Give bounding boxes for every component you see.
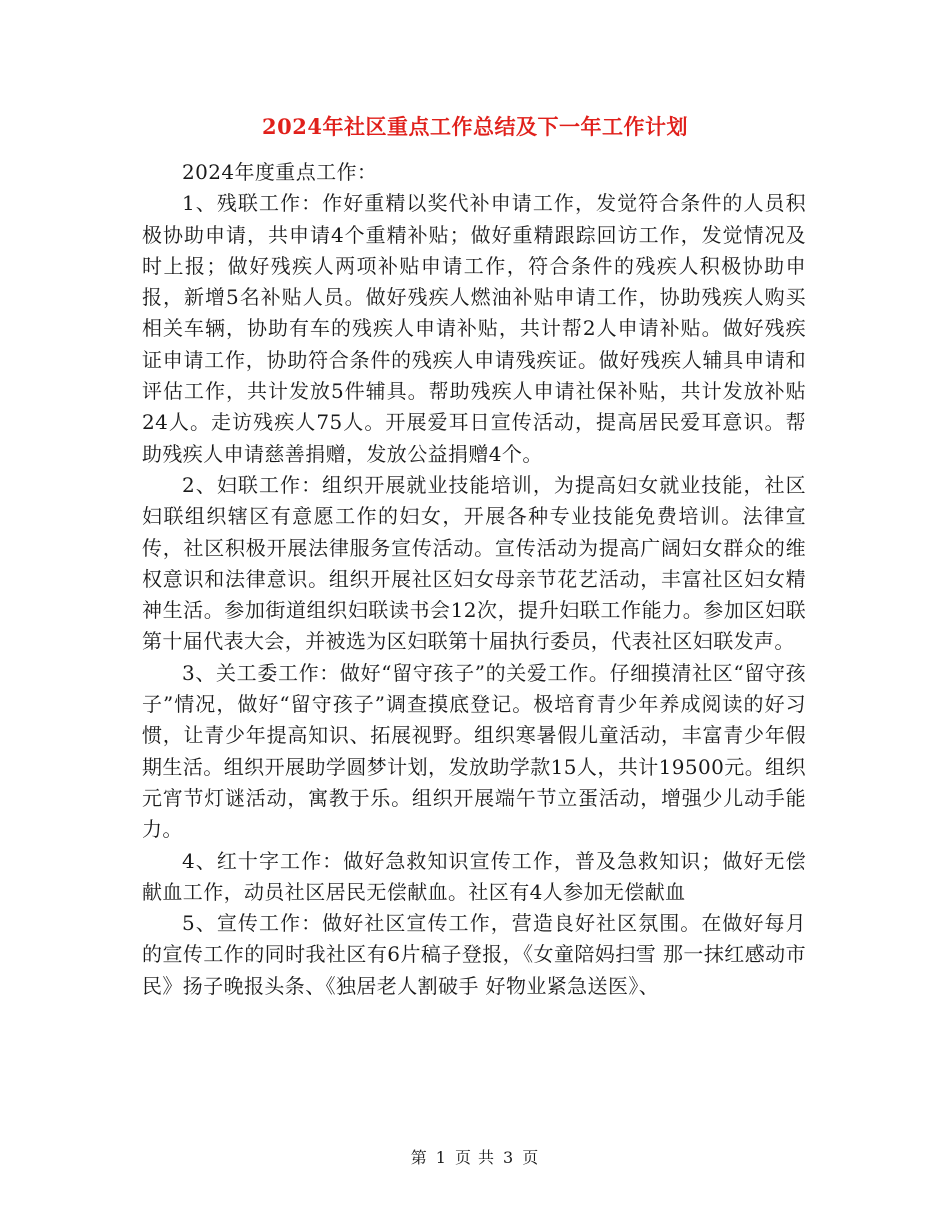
paragraph-womens-federation: 2、妇联工作：组织开展就业技能培训，为提高妇女就业技能，社区妇联组织辖区有意愿工作的妇女，开展各种专业技能免费培训。法律宣传，社区积极开展法律服务宣传活动。宣传活动为提高广阔妇女群众的维权意识和法律意识。组织开展社区妇女母亲节花艺活动，丰富社区妇女精神生活。参加街道组织妇联读书会12次，提升妇联工作能力。参加区妇联第十届代表大会，并被选为区妇联第十届执行委员，代表社区妇联发声。	[142, 472, 806, 654]
footer-suffix: 页	[522, 1148, 540, 1167]
paragraph-red-cross: 4、红十字工作：做好急救知识宣传工作，普及急救知识；做好无偿献血工作，动员社区居民无偿献血。社区有4人参加无偿献血	[142, 848, 806, 904]
document-body	[142, 157, 806, 1002]
paragraph-youth-care-committee: 3、关工委工作：做好“留守孩子”的关爱工作。仔细摸清社区“留守孩子”情况，做好“留守孩子”调查摸底登记。极培育青少年养成阅读的好习惯，让青少年提高知识、拓展视野。组织寒暑假儿童活动，丰富青少年假期生活。组织开展助学圆梦计划，发放助学款15人，共计19500元。组织元宵节灯谜活动，寓教于乐。组织开展端午节立蛋活动，增强少儿动手能力。	[142, 660, 806, 842]
footer-prefix: 第	[410, 1148, 428, 1167]
page-footer	[0, 1146, 950, 1170]
paragraph-publicity: 5、宣传工作：做好社区宣传工作，营造良好社区氛围。在做好每月的宣传工作的同时我社区有6片稿子登报，《女童陪妈扫雪 那一抹红感动市民》扬子晚报头条、《独居老人割破手 好物业紧急送医》、	[142, 911, 806, 998]
paragraph-disability-federation: 1、残联工作：作好重精以奖代补申请工作，发觉符合条件的人员积极协助申请，共申请4个重精补贴；做好重精跟踪回访工作，发觉情况及时上报；做好残疾人两项补贴申请工作，符合条件的残疾人积极协助申报，新增5名补贴人员。做好残疾人燃油补贴申请工作，协助残疾人购买相关车辆，协助有车的残疾人申请补贴，共计帮2人申请补贴。做好残疾证申请工作，协助符合条件的残疾人申请残疾证。做好残疾人辅具申请和评估工作，共计发放5件辅具。帮助残疾人申请社保补贴，共计发放补贴24人。走访残疾人75人。开展爱耳日宣传活动，提高居民爱耳意识。帮助残疾人申请慈善捐赠，发放公益捐赠4个。	[142, 191, 806, 466]
page-total: 3	[503, 1148, 515, 1167]
document-title: 2024年社区重点工作总结及下一年工作计划	[262, 114, 688, 139]
page-number: 1	[435, 1148, 447, 1167]
footer-mid: 页 共	[454, 1148, 496, 1167]
section-heading: 2024年度重点工作：	[182, 160, 378, 184]
